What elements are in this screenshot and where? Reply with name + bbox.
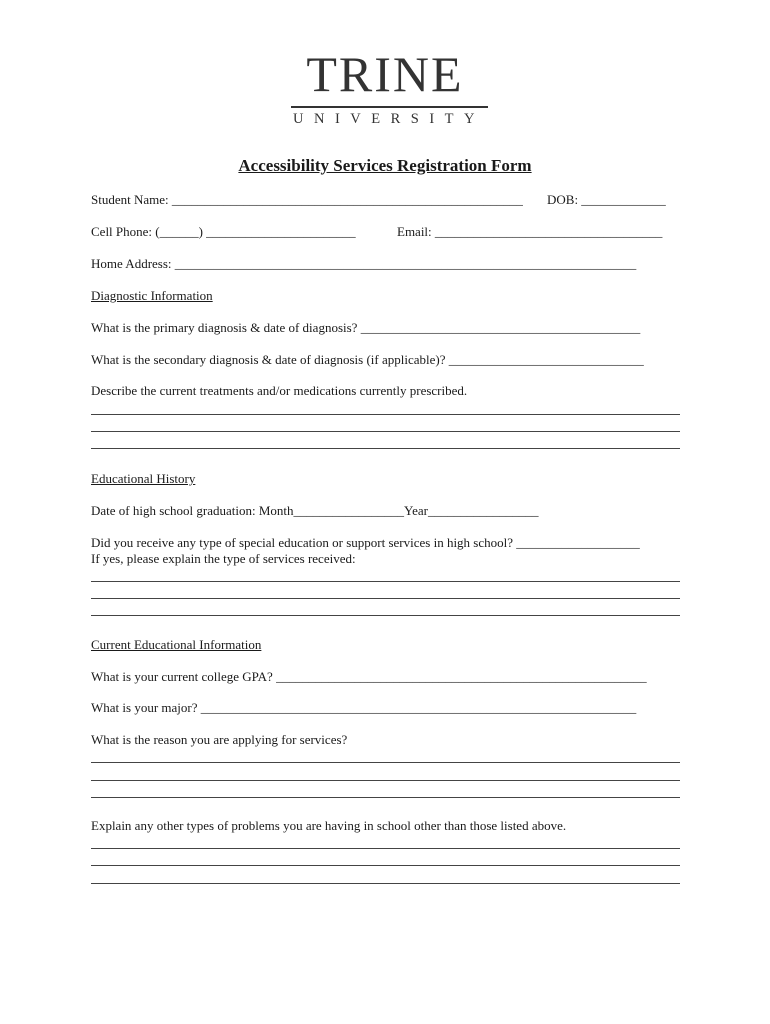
- logo-rule: [291, 106, 488, 108]
- answer-line[interactable]: [91, 865, 680, 866]
- reason-question: What is the reason you are applying for services?: [91, 732, 348, 747]
- answer-line[interactable]: [91, 431, 680, 432]
- primary-diagnosis-question[interactable]: What is the primary diagnosis & date of diagnosis? ___________________________________________: [91, 320, 641, 335]
- answer-line[interactable]: [91, 762, 680, 763]
- answer-line[interactable]: [91, 848, 680, 849]
- answer-line[interactable]: [91, 780, 680, 781]
- form-title: Accessibility Services Registration Form: [238, 156, 532, 175]
- university-logo-name: TRINE: [306, 46, 464, 102]
- section-educational-history-heading: Educational History: [91, 471, 196, 486]
- answer-line[interactable]: [91, 448, 680, 449]
- other-problems-question: Explain any other types of problems you are having in school other than those listed above.: [91, 818, 567, 833]
- student-name-field[interactable]: Student Name: ______________________________________________________: [91, 192, 523, 207]
- home-address-field[interactable]: Home Address: _______________________________________________________________________: [91, 256, 637, 271]
- gpa-question[interactable]: What is your current college GPA? _________________________________________________________: [91, 669, 647, 684]
- answer-line[interactable]: [91, 598, 680, 599]
- treatments-question: Describe the current treatments and/or medications currently prescribed.: [91, 383, 468, 398]
- major-question[interactable]: What is your major? ___________________________________________________________________: [91, 700, 637, 715]
- university-logo-subtitle: UNIVERSITY: [293, 111, 485, 127]
- special-education-question[interactable]: Did you receive any type of special education or support services in high school? ___________________: [91, 535, 640, 550]
- section-diagnostic-heading: Diagnostic Information: [91, 288, 213, 303]
- services-explanation-prompt: If yes, please explain the type of services received:: [91, 551, 356, 566]
- answer-line[interactable]: [91, 414, 680, 415]
- answer-line[interactable]: [91, 615, 680, 616]
- graduation-date-question[interactable]: Date of high school graduation: Month_________________Year_________________: [91, 503, 539, 518]
- answer-line[interactable]: [91, 581, 680, 582]
- section-current-educational-heading: Current Educational Information: [91, 637, 262, 652]
- secondary-diagnosis-question[interactable]: What is the secondary diagnosis & date of diagnosis (if applicable)? ______________________________: [91, 352, 644, 367]
- answer-line[interactable]: [91, 797, 680, 798]
- dob-field[interactable]: DOB: _____________: [547, 192, 666, 207]
- email-field[interactable]: Email: ___________________________________: [397, 224, 663, 239]
- cell-phone-field[interactable]: Cell Phone: (______) _______________________: [91, 224, 356, 239]
- answer-line[interactable]: [91, 883, 680, 884]
